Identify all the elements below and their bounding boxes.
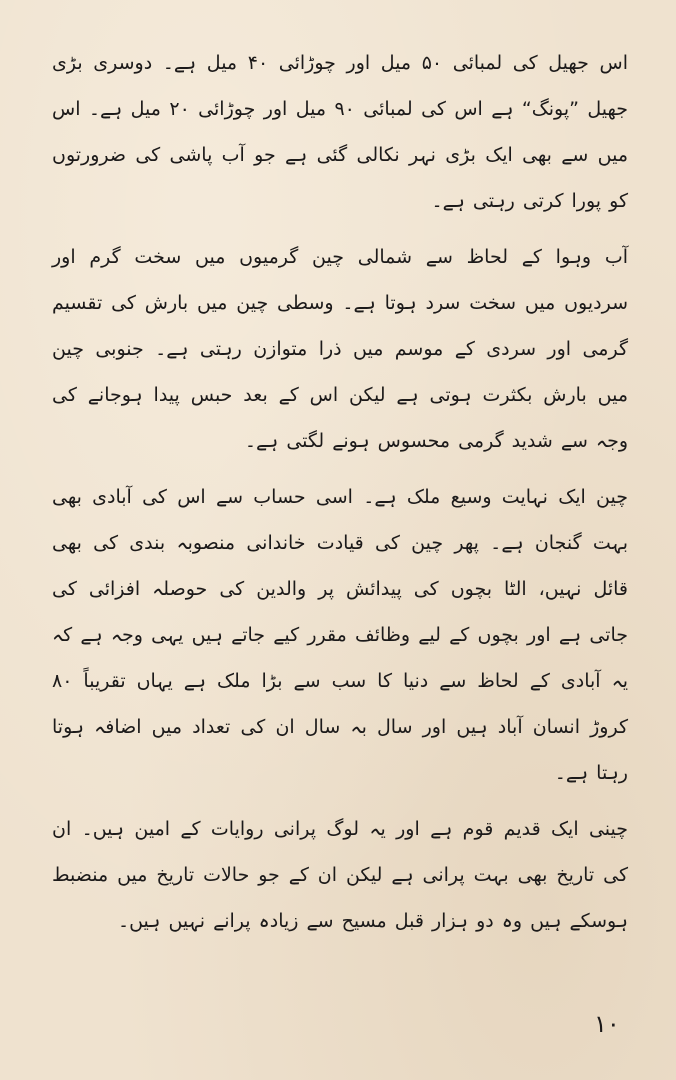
page-number: ۱۰ xyxy=(594,1010,620,1038)
paragraph-1: اس جھیل کی لمبائی ۵۰ میل اور چوڑائی ۴۰ میل ہے۔ دوسری بڑی جھیل ”پونگ“ ہے اس کی لمبائی ۹۰ میل اور چوڑائی ۲۰ میل ہے۔ اس میں سے بھی ایک بڑی نہر نکالی گئی ہے جو آب پاشی کی ضرورتوں کو پورا کرتی رہتی ہے۔ xyxy=(52,52,628,212)
paragraph-2: آب وہوا کے لحاظ سے شمالی چین گرمیوں میں سخت گرم اور سردیوں میں سخت سرد ہوتا ہے۔ وسطی چین میں بارش کی تقسیم گرمی اور سردی کے موسم میں ذرا متوازن رہتی ہے۔ جنوبی چین میں بارش بکثرت ہوتی ہے لیکن اس کے بعد حبس پیدا ہوجانے کی وجہ سے شدید گرمی محسوس ہونے لگتی ہے۔ xyxy=(52,246,628,452)
paragraph-3: چین ایک نہایت وسیع ملک ہے۔ اسی حساب سے اس کی آبادی بھی بہت گنجان ہے۔ پھر چین کی قیادت خاندانی منصوبہ بندی کی بھی قائل نہیں، الٹا بچوں کی پیدائش پر والدین کی حوصلہ افزائی کی جاتی ہے اور بچوں کے لیے وظائف مقرر کیے جاتے ہیں یہی وجہ ہے کہ یہ آبادی کے لحاظ سے دنیا کا سب سے بڑا ملک ہے یہاں تقریباً ۸۰ کروڑ انسان آباد ہیں اور سال بہ سال ان کی تعداد میں اضافہ ہوتا رہتا ہے۔ xyxy=(52,486,628,784)
page-body-text xyxy=(52,40,628,944)
paragraph-4: چینی ایک قدیم قوم ہے اور یہ لوگ پرانی روایات کے امین ہیں۔ ان کی تاریخ بھی بہت پرانی ہے لیکن ان کے جو حالات تاریخ میں منضبط ہوسکے ہیں وہ دو ہزار قبل مسیح سے زیادہ پرانے نہیں ہیں۔ xyxy=(52,818,628,932)
